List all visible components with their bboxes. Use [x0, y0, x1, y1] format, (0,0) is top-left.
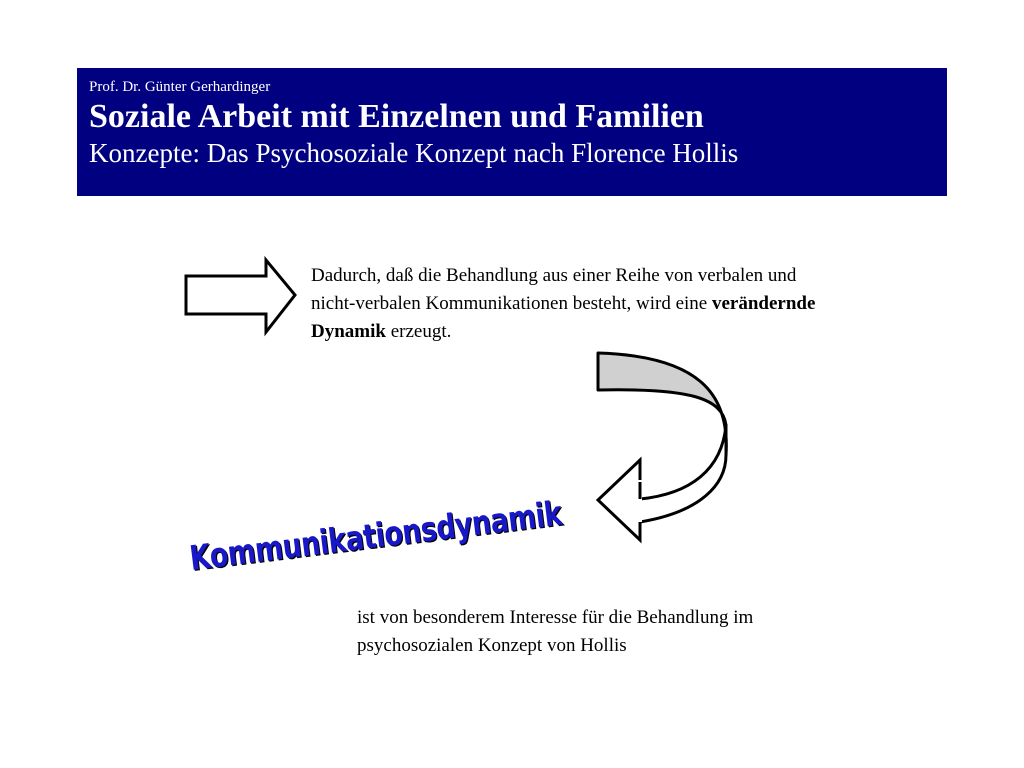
text-block-interest: ist von besonderem Interesse für die Behandlung im psychosozialen Konzept von Hollis [357, 607, 754, 656]
wordart-heading: Kommunikationsdynamik [187, 494, 564, 579]
text-block-dynamics-emphasis: verändernde Dynamik [311, 293, 816, 342]
slide-header [77, 68, 947, 196]
author-name: Prof. Dr. Günter Gerhardinger [89, 79, 271, 95]
right-arrow-icon [186, 260, 295, 332]
text-block-dynamics [311, 262, 831, 346]
slide-title: Soziale Arbeit mit Einzelnen und Familien [89, 98, 704, 135]
slide-subtitle: Konzepte: Das Psychosoziale Konzept nach Florence Hollis [89, 138, 739, 168]
text-block-dynamics-intro: Dadurch, daß die Behandlung aus einer Reihe von verbalen und nicht-verbalen Kommunikationen besteht, wird eine [311, 265, 797, 314]
curved-arrow-icon [598, 353, 726, 540]
text-block-dynamics-end: erzeugt. [385, 321, 452, 342]
